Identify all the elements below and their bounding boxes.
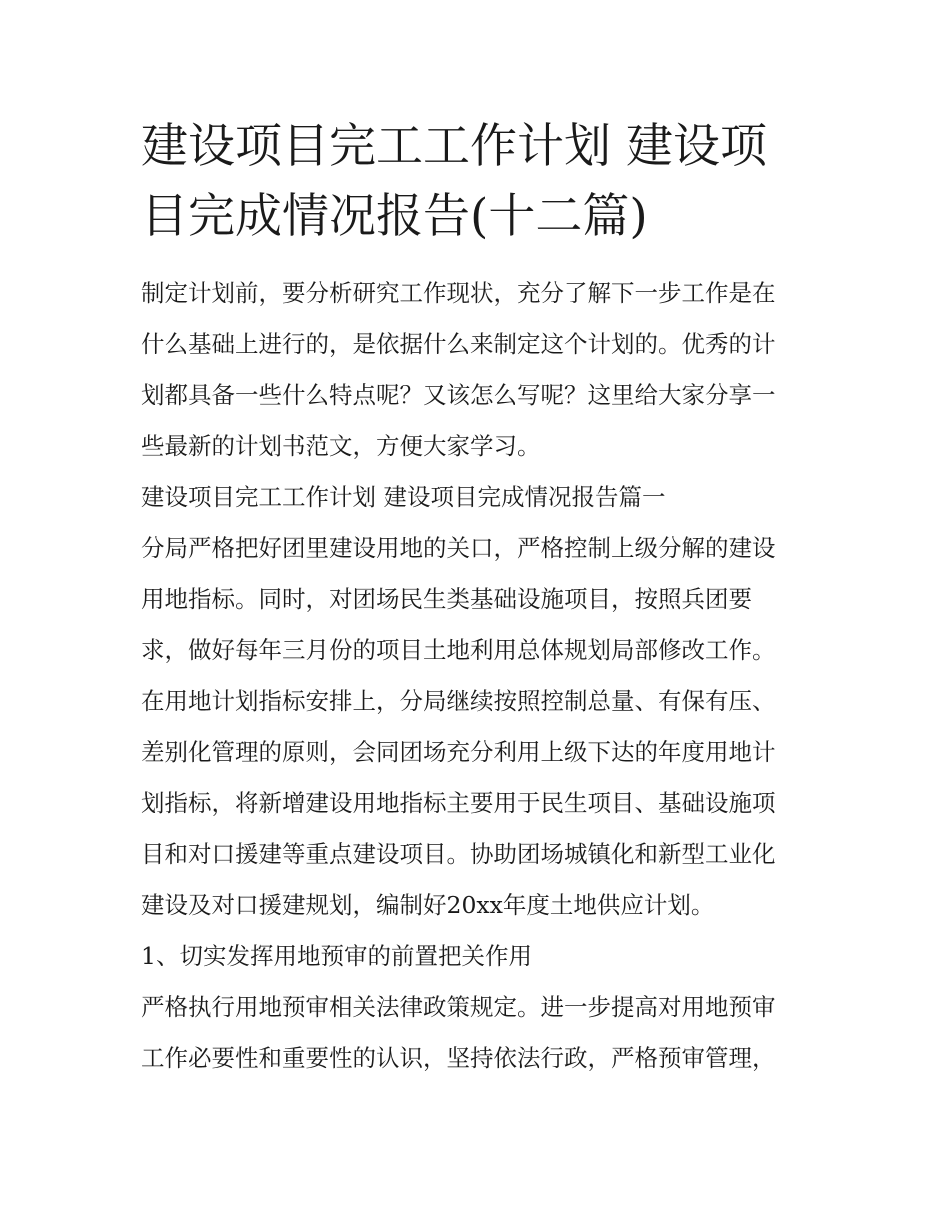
text-line: 严格执行用地预审相关法律政策规定。进一步提高对用地预审	[141, 993, 776, 1021]
text-line: 划指标，将新增建设用地指标主要用于民生项目、基础设施项	[141, 789, 776, 817]
text-line: 划都具备一些什么特点呢？又该怎么写呢？这里给大家分享一	[141, 381, 776, 409]
text-line: 差别化管理的原则，会同团场充分利用上级下达的年度用地计	[141, 738, 776, 766]
text-line: 目和对口援建等重点建设项目。协助团场城镇化和新型工业化	[141, 840, 776, 868]
document-title	[141, 112, 813, 252]
text-line: 些最新的计划书范文，方便大家学习。	[141, 432, 541, 460]
text-line: 工作必要性和重要性的认识，坚持依法行政，严格预审管理，	[141, 1044, 776, 1072]
subheading: 1、切实发挥用地预审的前置把关作用	[141, 942, 532, 970]
title-line: 目完成情况报告(十二篇)	[141, 189, 648, 244]
section-heading: 建设项目完工工作计划 建设项目完成情况报告篇一	[141, 483, 666, 511]
section-paragraph	[141, 523, 813, 931]
sub-paragraph	[141, 982, 813, 1084]
text-line: 求，做好每年三月份的项目土地利用总体规划局部修改工作。	[141, 636, 776, 664]
text-line: 分局严格把好团里建设用地的关口，严格控制上级分解的建设	[141, 534, 776, 562]
text-line: 制定计划前，要分析研究工作现状，充分了解下一步工作是在	[141, 279, 776, 307]
text-line: 用地指标。同时，对团场民生类基础设施项目，按照兵团要	[141, 585, 752, 613]
text-line: 在用地计划指标安排上，分局继续按照控制总量、有保有压、	[141, 687, 776, 715]
intro-paragraph	[141, 268, 813, 472]
text-line: 什么基础上进行的，是依据什么来制定这个计划的。优秀的计	[141, 330, 776, 358]
document-page	[141, 112, 813, 1084]
title-line: 建设项目完工工作计划 建设项	[141, 119, 767, 174]
text-line: 建设及对口援建规划，编制好20xx年度土地供应计划。	[141, 891, 715, 919]
